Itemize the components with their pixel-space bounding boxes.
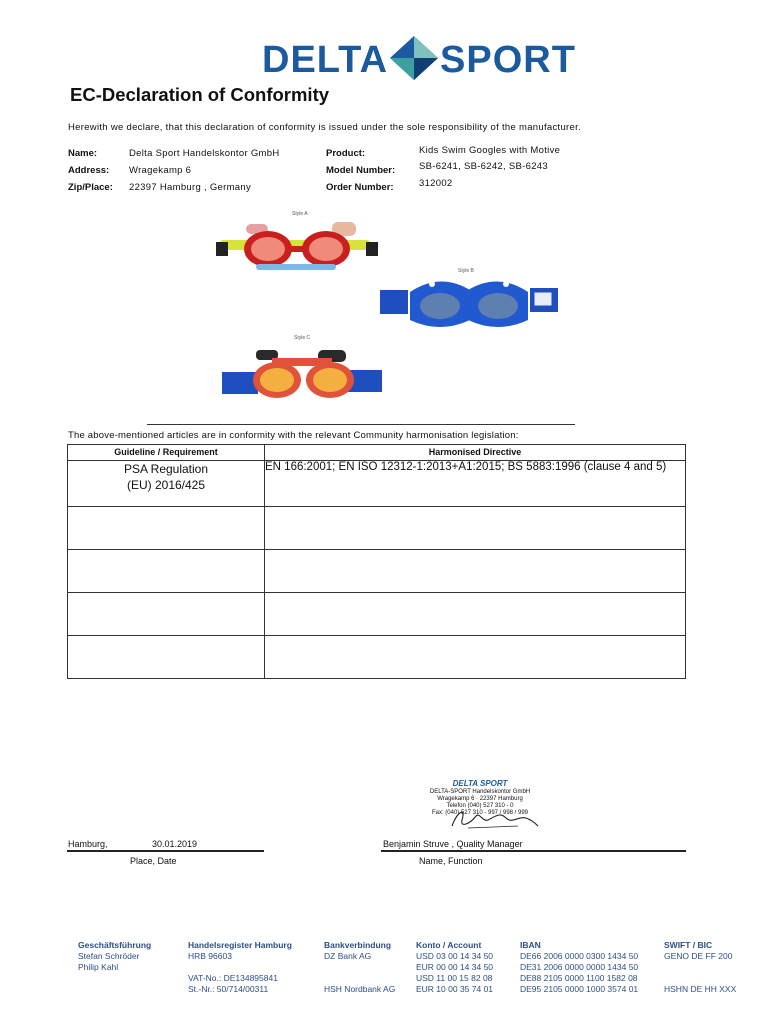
style-b-label: Style B xyxy=(458,268,474,274)
place-date-line xyxy=(67,850,264,852)
name-function-label: Name, Function xyxy=(419,856,483,866)
footer-register xyxy=(188,940,292,995)
name-label: Name: xyxy=(68,148,98,159)
empty-cell xyxy=(265,593,686,636)
footer-iban xyxy=(520,940,638,995)
footer-management xyxy=(78,940,151,973)
address-label: Address: xyxy=(68,165,110,176)
directive-cell xyxy=(265,461,686,507)
empty-cell xyxy=(265,507,686,550)
footer-account xyxy=(416,940,493,995)
name-value: Delta Sport Handelskontor GmbH xyxy=(129,148,280,159)
zip-label: Zip/Place: xyxy=(68,182,113,193)
footer-swift xyxy=(664,940,736,995)
footer-swift-line: HSHN DE HH XXX xyxy=(664,984,737,994)
diamond-logo-icon xyxy=(390,36,438,80)
footer-iban-heading: IBAN xyxy=(520,940,541,950)
stamp-line-3: Telefon (040) 527 310 - 0 xyxy=(446,803,514,809)
footer-register-heading: Handelsregister Hamburg xyxy=(188,940,292,950)
model-value: SB-6241, SB-6242, SB-6243 xyxy=(419,161,548,172)
order-value: 312002 xyxy=(419,178,453,189)
conformity-text: The above-mentioned articles are in conformity with the relevant Community harmonisation legislation: xyxy=(68,430,519,441)
footer-bank-heading: Bankverbindung xyxy=(324,940,392,950)
footer-bank-line: HSH Nordbank AG xyxy=(324,984,396,994)
guideline-text: PSA Regulation (EU) 2016/425 xyxy=(123,462,209,492)
table-row-empty xyxy=(68,507,686,550)
footer-management-line: Stefan Schröder xyxy=(78,951,140,961)
conformity-table xyxy=(67,444,686,679)
footer-iban-line: DE66 2006 0000 0300 1434 50 xyxy=(520,951,639,961)
footer-bank-line: DZ Bank AG xyxy=(324,951,372,961)
directive-text: EN 166:2001; EN ISO 12312-1:2013+A1:2015; BS 5883:1996 (clause 4 and 5) xyxy=(265,461,667,473)
table-header-row xyxy=(68,445,686,461)
empty-cell xyxy=(68,636,265,679)
footer-account-line: USD 11 00 15 82 08 xyxy=(416,973,493,983)
empty-cell xyxy=(265,636,686,679)
product-value: Kids Swim Googles with Motive xyxy=(419,145,561,156)
footer-register-line: VAT-No.: DE134895841 xyxy=(188,973,278,983)
goggles-style-a-image xyxy=(216,216,378,276)
handwritten-signature xyxy=(448,806,540,832)
table-row xyxy=(68,461,686,507)
header-guideline: Guideline / Requirement xyxy=(68,445,265,461)
style-a-label: Style A xyxy=(292,211,308,217)
logo-text-right: SPORT xyxy=(440,39,576,81)
style-c-label: Style C xyxy=(294,335,311,341)
name-function-line xyxy=(381,850,686,852)
date-value: 30.01.2019 xyxy=(152,839,198,849)
footer-iban-line: DE88 2105 0000 1100 1582 08 xyxy=(520,973,638,983)
place-value: Hamburg, xyxy=(68,839,108,849)
footer-swift-line: GENO DE FF 200 xyxy=(664,951,733,961)
empty-cell xyxy=(68,593,265,636)
footer-account-line: USD 03 00 14 34 50 xyxy=(416,951,494,961)
footer-management-line: Philip Kahl xyxy=(78,962,119,972)
goggles-style-b-image xyxy=(380,272,558,334)
page-title: EC-Declaration of Conformity xyxy=(70,84,330,105)
address-value: Wragekamp 6 xyxy=(129,165,192,176)
stamp-line-4: Fax: (040) 527 310 - 997 / 998 / 999 xyxy=(431,810,529,816)
empty-cell xyxy=(68,550,265,593)
goggles-style-c-image xyxy=(222,340,382,404)
table-row-empty xyxy=(68,593,686,636)
place-date-label: Place, Date xyxy=(130,856,177,866)
guideline-cell xyxy=(68,461,265,507)
signer-value: Benjamin Struve , Quality Manager xyxy=(383,839,523,849)
footer-account-line: EUR 00 00 14 34 50 xyxy=(416,962,494,972)
stamp-brand: DELTA SPORT xyxy=(452,779,508,788)
stamp-line-2: Wragekamp 6 · 22397 Hamburg xyxy=(437,796,523,802)
footer-account-line: EUR 10 00 35 74 01 xyxy=(416,984,494,994)
product-label: Product: xyxy=(326,148,366,159)
footer-iban-line: DE95 2105 0000 1000 3574 01 xyxy=(520,984,639,994)
footer-iban-line: DE31 2006 0000 0000 1434 50 xyxy=(520,962,639,972)
footer-register-line: HRB 96603 xyxy=(188,951,232,961)
order-label: Order Number: xyxy=(326,182,394,193)
logo-text-left: DELTA xyxy=(262,39,389,81)
footer-register-line: St.-Nr.: 50/714/00311 xyxy=(188,984,269,994)
delta-sport-logo xyxy=(262,28,576,88)
table-row-empty xyxy=(68,636,686,679)
header-directive: Harmonised Directive xyxy=(265,445,686,461)
model-label: Model Number: xyxy=(326,165,396,176)
footer-account-heading: Konto / Account xyxy=(416,940,482,950)
empty-cell xyxy=(265,550,686,593)
zip-value: 22397 Hamburg , Germany xyxy=(129,182,252,193)
separator-line xyxy=(147,424,575,425)
footer-bank xyxy=(324,940,395,995)
footer-swift-heading: SWIFT / BIC xyxy=(664,940,713,950)
stamp-line-1: DELTA-SPORT Handelskontor GmbH xyxy=(429,789,531,795)
intro-text: Herewith we declare, that this declaration of conformity is issued under the sole responsibility of the manufacturer. xyxy=(68,122,581,133)
table-row-empty xyxy=(68,550,686,593)
empty-cell xyxy=(68,507,265,550)
footer-management-heading: Geschäftsführung xyxy=(78,940,152,950)
